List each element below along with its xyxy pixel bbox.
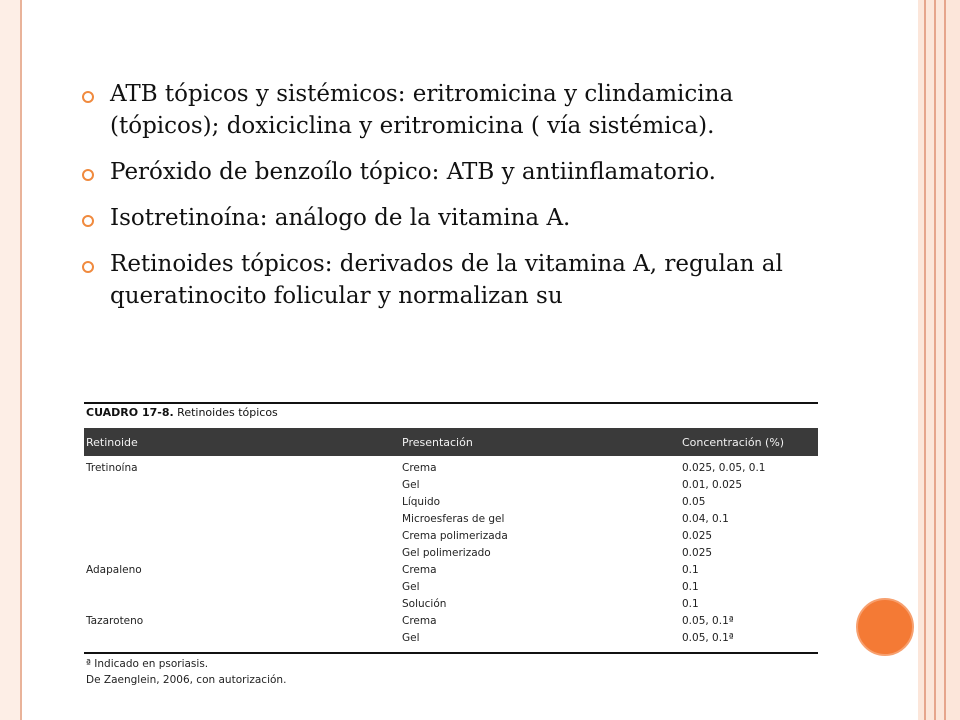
table-row <box>84 528 818 545</box>
left-frame-border <box>0 0 22 720</box>
cell-concentracion: 0.1 <box>682 598 699 610</box>
bullet-circle-icon <box>82 261 94 273</box>
table-row <box>84 545 818 562</box>
table-top-rule <box>84 402 818 404</box>
cell-concentracion: 0.1 <box>682 564 699 576</box>
cell-presentacion: Líquido <box>402 496 441 508</box>
bullet-circle-icon <box>82 91 94 103</box>
cell-concentracion: 0.025 <box>682 547 713 559</box>
table-header <box>84 428 818 456</box>
cell-concentracion: 0.1 <box>682 581 699 593</box>
bullet-item <box>82 248 822 312</box>
cell-concentracion: 0.05, 0.1ª <box>682 615 734 627</box>
header-presentacion: Presentación <box>402 436 473 449</box>
cell-presentacion: Gel polimerizado <box>402 547 491 559</box>
cell-concentracion: 0.025 <box>682 530 713 542</box>
table-row <box>84 596 818 613</box>
table-row <box>84 562 818 579</box>
retinoid-table-image <box>84 400 820 690</box>
caption-title: Retinoides tópicos <box>177 406 278 419</box>
table-row <box>84 511 818 528</box>
table-footnote: ª Indicado en psoriasis. <box>86 658 209 670</box>
table-row <box>84 630 818 647</box>
caption-number: CUADRO 17-8. <box>86 406 174 419</box>
bullet-text: Peróxido de benzoílo tópico: ATB y antiinflamatorio. <box>110 159 716 185</box>
cell-presentacion: Solución <box>402 598 447 610</box>
table-row <box>84 613 818 630</box>
decorative-orange-circle <box>856 598 914 656</box>
bullet-item <box>82 156 822 188</box>
frame-line <box>934 0 936 720</box>
table-source: De Zaenglein, 2006, con autorización. <box>86 674 287 686</box>
header-concentracion: Concentración (%) <box>682 436 785 449</box>
bullet-circle-icon <box>82 215 94 227</box>
table-caption <box>86 406 278 419</box>
bullet-text: Retinoides tópicos: derivados de la vitamina A, regulan al queratinocito folicular y normalizan su <box>110 251 783 309</box>
cell-concentracion: 0.01, 0.025 <box>682 479 743 491</box>
cell-presentacion: Crema polimerizada <box>402 530 508 542</box>
bullet-circle-icon <box>82 169 94 181</box>
cell-presentacion: Crema <box>402 462 437 474</box>
right-frame-border <box>918 0 960 720</box>
cell-concentracion: 0.05 <box>682 496 706 508</box>
bullet-text: ATB tópicos y sistémicos: eritromicina y clindamicina (tópicos); doxiciclina y eritromicina ( vía sistémica). <box>110 81 734 139</box>
bullet-text: Isotretinoína: análogo de la vitamina A. <box>110 205 571 231</box>
cell-presentacion: Gel <box>402 479 420 491</box>
table-row <box>84 460 818 477</box>
frame-line <box>924 0 926 720</box>
table-row <box>84 494 818 511</box>
cell-retinoide: Tazaroteno <box>86 615 144 627</box>
cell-retinoide: Tretinoína <box>86 462 138 474</box>
cell-presentacion: Gel <box>402 632 420 644</box>
table-row <box>84 477 818 494</box>
cell-presentacion: Gel <box>402 581 420 593</box>
cell-retinoide: Adapaleno <box>86 564 142 576</box>
cell-concentracion: 0.05, 0.1ª <box>682 632 734 644</box>
slide <box>22 0 918 720</box>
table-bottom-rule <box>84 652 818 654</box>
frame-line <box>944 0 946 720</box>
header-retinoide: Retinoide <box>86 436 138 449</box>
cell-concentracion: 0.04, 0.1 <box>682 513 729 525</box>
bullet-item <box>82 202 822 234</box>
cell-presentacion: Crema <box>402 615 437 627</box>
bullet-list <box>82 78 822 326</box>
bullet-item <box>82 78 822 142</box>
cell-presentacion: Microesferas de gel <box>402 513 505 525</box>
cell-concentracion: 0.025, 0.05, 0.1 <box>682 462 766 474</box>
cell-presentacion: Crema <box>402 564 437 576</box>
table-row <box>84 579 818 596</box>
